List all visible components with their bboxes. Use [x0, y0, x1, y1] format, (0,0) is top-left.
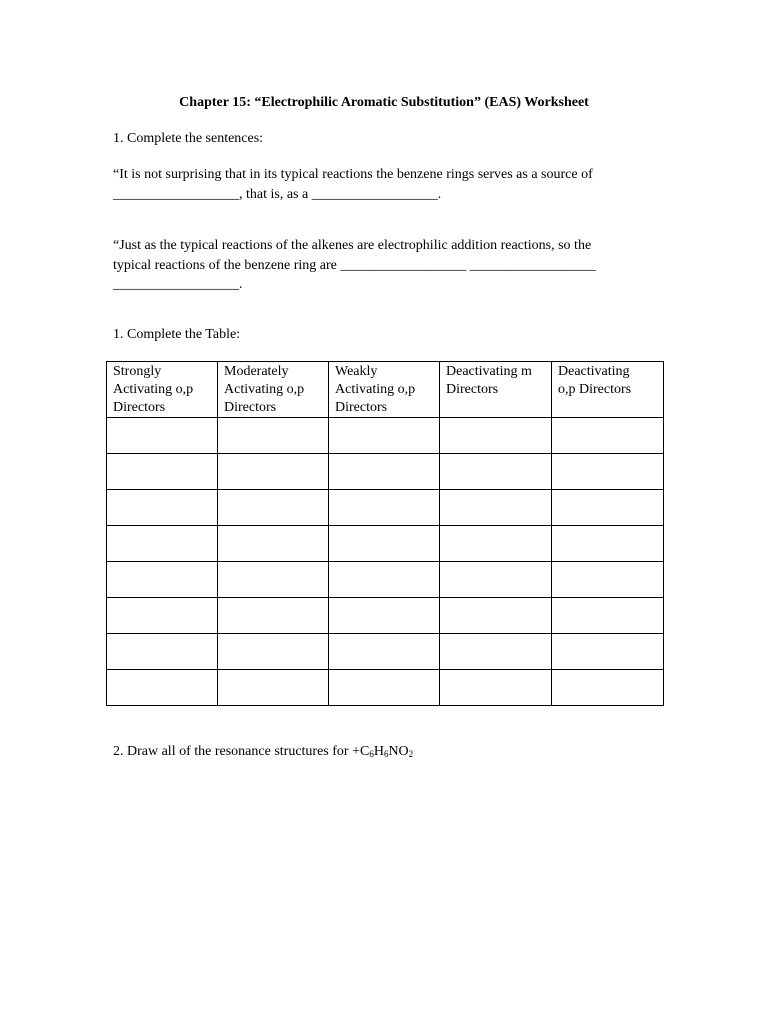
- table-row: [107, 454, 664, 490]
- answer-cell[interactable]: [329, 634, 440, 670]
- header-line: Deactivating: [558, 364, 630, 379]
- header-line: Directors: [113, 400, 166, 415]
- answer-cell[interactable]: [552, 526, 664, 562]
- sentence-1-line-2: __________________, that is, as a __________________.: [113, 187, 442, 202]
- header-deactivating-m: [440, 362, 552, 418]
- answer-cell[interactable]: [329, 526, 440, 562]
- answer-cell[interactable]: [107, 526, 218, 562]
- table-prompt: 1. Complete the Table:: [113, 327, 241, 342]
- table-row: [107, 526, 664, 562]
- header-line: Activating o,p: [224, 382, 305, 397]
- answer-cell[interactable]: [552, 454, 664, 490]
- answer-cell[interactable]: [329, 490, 440, 526]
- answer-cell[interactable]: [552, 418, 664, 454]
- header-line: Directors: [335, 400, 388, 415]
- header-line: Moderately: [224, 364, 289, 379]
- table-row: [107, 562, 664, 598]
- answer-cell[interactable]: [440, 562, 552, 598]
- answer-cell[interactable]: [552, 490, 664, 526]
- eas-directors-table: [106, 361, 664, 706]
- answer-cell[interactable]: [218, 418, 329, 454]
- answer-cell[interactable]: [440, 490, 552, 526]
- header-line: Strongly: [113, 364, 162, 379]
- table-body: [107, 418, 664, 706]
- answer-cell[interactable]: [218, 490, 329, 526]
- answer-cell[interactable]: [552, 634, 664, 670]
- answer-cell[interactable]: [218, 454, 329, 490]
- table-row: [107, 490, 664, 526]
- q2-mid: H: [373, 744, 384, 759]
- answer-cell[interactable]: [440, 670, 552, 706]
- answer-cell[interactable]: [552, 562, 664, 598]
- header-strongly-activating: [107, 362, 218, 418]
- table-row: [107, 418, 664, 454]
- sentence-2-line-3: __________________.: [113, 277, 243, 292]
- answer-cell[interactable]: [329, 562, 440, 598]
- answer-cell[interactable]: [552, 670, 664, 706]
- header-line: Deactivating m: [446, 364, 532, 379]
- answer-cell[interactable]: [440, 634, 552, 670]
- q2-subscript-o: 2: [408, 749, 414, 759]
- answer-cell[interactable]: [552, 598, 664, 634]
- header-line: Directors: [224, 400, 277, 415]
- answer-cell[interactable]: [218, 598, 329, 634]
- worksheet-title: Chapter 15: “Electrophilic Aromatic Substitution” (EAS) Worksheet: [179, 95, 589, 110]
- answer-cell[interactable]: [107, 634, 218, 670]
- answer-cell[interactable]: [107, 418, 218, 454]
- answer-cell[interactable]: [329, 418, 440, 454]
- q2-suffix: NO: [388, 744, 409, 759]
- answer-cell[interactable]: [107, 562, 218, 598]
- question-1-prompt: 1. Complete the sentences:: [113, 131, 264, 146]
- header-deactivating-op: [552, 362, 664, 418]
- table-row: [107, 598, 664, 634]
- header-line: Directors: [446, 382, 499, 397]
- answer-cell[interactable]: [218, 562, 329, 598]
- answer-cell[interactable]: [218, 634, 329, 670]
- answer-cell[interactable]: [440, 454, 552, 490]
- table-row: [107, 634, 664, 670]
- header-line: Activating o,p: [335, 382, 416, 397]
- header-weakly-activating: [329, 362, 440, 418]
- sentence-1-line-1: “It is not surprising that in its typical reactions the benzene rings serves as a source of: [113, 167, 593, 182]
- answer-cell[interactable]: [440, 418, 552, 454]
- answer-cell[interactable]: [107, 490, 218, 526]
- header-line: Activating o,p: [113, 382, 194, 397]
- header-line: Weakly: [335, 364, 378, 379]
- table-row: [107, 670, 664, 706]
- answer-cell[interactable]: [329, 670, 440, 706]
- answer-cell[interactable]: [218, 670, 329, 706]
- answer-cell[interactable]: [329, 598, 440, 634]
- answer-cell[interactable]: [107, 670, 218, 706]
- sentence-2-line-1: “Just as the typical reactions of the alkenes are electrophilic addition reactions, so the: [113, 238, 592, 253]
- table-header-row: [107, 362, 664, 418]
- answer-cell[interactable]: [218, 526, 329, 562]
- q2-subscript-h: 6: [383, 749, 389, 759]
- sentence-2-line-2: typical reactions of the benzene ring are __________________ __________________: [113, 258, 596, 273]
- answer-cell[interactable]: [440, 598, 552, 634]
- q2-prefix: 2. Draw all of the resonance structures for +C: [113, 744, 370, 759]
- answer-cell[interactable]: [107, 454, 218, 490]
- header-moderately-activating: [218, 362, 329, 418]
- question-2-prompt: [113, 743, 413, 763]
- answer-cell[interactable]: [107, 598, 218, 634]
- answer-cell[interactable]: [329, 454, 440, 490]
- answer-cell[interactable]: [440, 526, 552, 562]
- q2-subscript-c: 6: [369, 749, 374, 759]
- header-line: o,p Directors: [558, 382, 632, 397]
